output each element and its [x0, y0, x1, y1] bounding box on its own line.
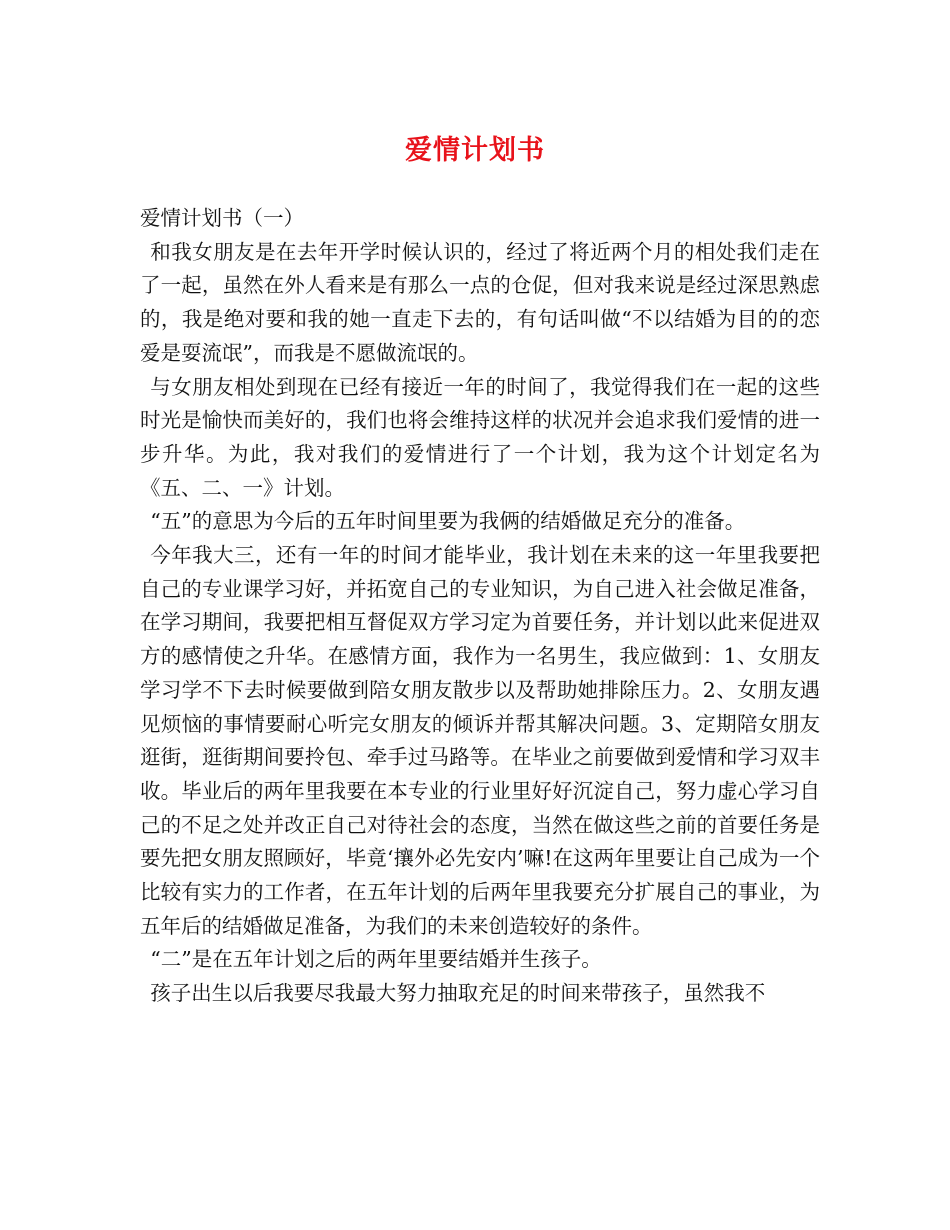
paragraph: 与女朋友相处到现在已经有接近一年的时间了，我觉得我们在一起的这些时光是愉快而美好的，我们也将会维持这样的状况并会追求我们爱情的进一步升华。为此，我对我们的爱情进行了一个计划，我为这个计划定名为《五、二、一》计划。	[140, 374, 820, 500]
section-heading: 爱情计划书（一）	[140, 206, 304, 230]
paragraph: 孩子出生以后我要尽我最大努力抽取充足的时间来带孩子，虽然我不	[150, 981, 766, 1006]
paragraph: 和我女朋友是在去年开学时候认识的，经过了将近两个月的相处我们走在了一起，虽然在外人看来是有那么一点的仓促，但对我来说是经过深思熟虑的，我是绝对要和我的她一直走下去的，有句话叫做“不以结婚为目的的恋爱是耍流氓”，而我是不愿做流氓的。	[140, 239, 820, 365]
paragraph: “五”的意思为今后的五年时间里要为我俩的结婚做足充分的准备。	[150, 509, 746, 534]
document-title: 爱情计划书	[405, 135, 545, 166]
document-body	[140, 202, 820, 1011]
paragraph: 今年我大三，还有一年的时间才能毕业，我计划在未来的这一年里我要把自己的专业课学习好，并拓宽自己的专业知识，为自己进入社会做足准备，在学习期间，我要把相互督促双方学习定为首要任务，并计划以此来促进双方的感情使之升华。在感情方面，我作为一名男生，我应做到：1、女朋友学习学不下去时候要做到陪女朋友散步以及帮助她排除压力。2、女朋友遇见烦恼的事情要耐心听完女朋友的倾诉并帮其解决问题。3、定期陪女朋友逛街，逛街期间要拎包、牵手过马路等。在毕业之前要做到爱情和学习双丰收。毕业后的两年里我要在本专业的行业里好好沉淀自己，努力虚心学习自己的不足之处并改正自己对待社会的态度，当然在做这些之前的首要任务是要先把女朋友照顾好，毕竟‘攘外必先安内’嘛!在这两年里要让自己成为一个比较有实力的工作者，在五年计划的后两年里我要充分扩展自己的事业，为五年后的结婚做足准备，为我们的未来创造较好的条件。	[140, 543, 820, 938]
paragraph: “二”是在五年计划之后的两年里要结婚并生孩子。	[150, 947, 602, 972]
